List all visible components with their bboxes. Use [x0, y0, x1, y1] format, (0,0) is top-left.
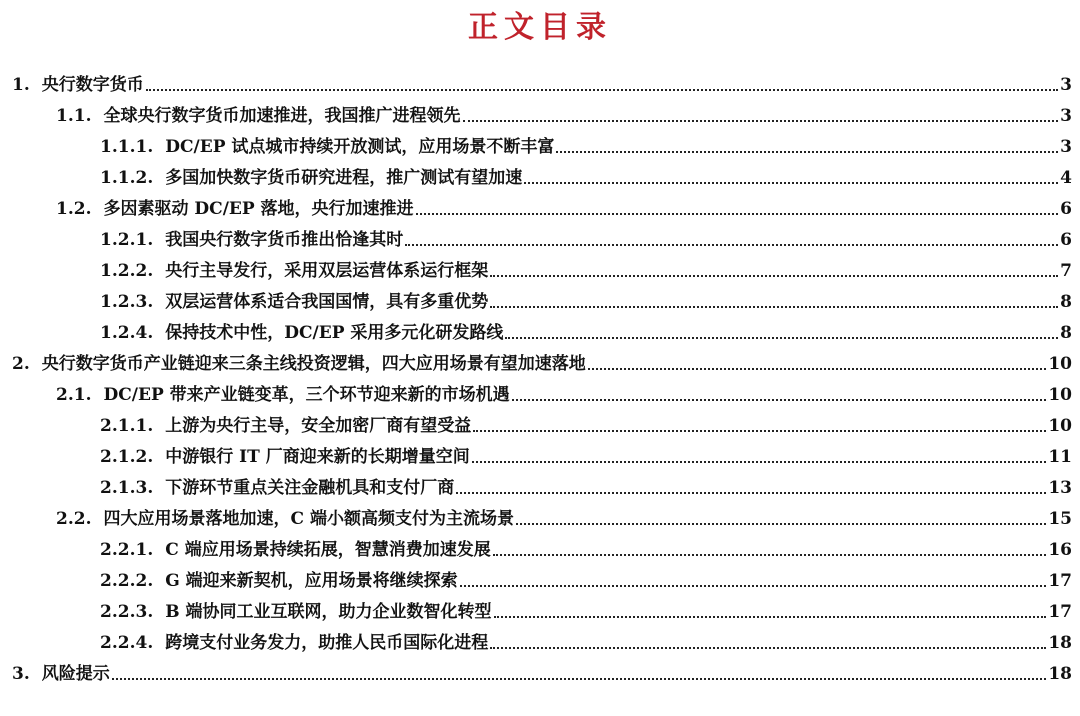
- toc-leader-dots: [405, 244, 1058, 246]
- toc-entry-page: 8: [1060, 292, 1072, 312]
- toc-entry-number: 1.1.: [56, 106, 92, 126]
- toc-entry-number: 1.2.1.: [100, 230, 154, 250]
- toc-entry-number: 3.: [12, 664, 30, 684]
- toc-entry-number: 2.2.2.: [100, 571, 154, 591]
- toc-title: 正文目录: [468, 10, 612, 45]
- toc-leader-dots: [512, 399, 1047, 401]
- toc-entry-text: 上游为央行主导，安全加密厂商有望受益: [165, 416, 472, 436]
- toc-entry[interactable]: [0, 624, 1072, 654]
- toc-leader-dots: [505, 337, 1058, 339]
- toc-entry-number: 1.2.: [56, 199, 92, 219]
- toc-entry-number: 2.2.3.: [100, 602, 154, 622]
- toc-entry-number: 1.1.2.: [100, 168, 154, 188]
- toc-entry[interactable]: [0, 438, 1072, 468]
- toc-entry-number: 1.2.3.: [100, 292, 154, 312]
- toc-entry-text: 央行主导发行，采用双层运营体系运行框架: [165, 261, 489, 281]
- toc-entry-page: 3: [1060, 106, 1072, 126]
- toc-entry-page: 18: [1048, 664, 1072, 684]
- toc-leader-dots: [112, 678, 1047, 680]
- toc-entry[interactable]: [0, 655, 1072, 685]
- toc-entry-page: 17: [1048, 602, 1072, 622]
- toc-entry-text: 我国央行数字货币推出恰逢其时: [165, 230, 404, 250]
- toc-entry-text: 跨境支付业务发力，助推人民币国际化进程: [165, 633, 489, 653]
- toc-entry-number: 1.: [12, 75, 30, 95]
- toc-leader-dots: [556, 151, 1058, 153]
- toc-entry-page: 4: [1060, 168, 1072, 188]
- toc-entry-page: 8: [1060, 323, 1072, 343]
- toc-entry-number: 2.1.3.: [100, 478, 154, 498]
- toc-entry-text: 保持技术中性，DC/EP 采用多元化研发路线: [165, 323, 504, 343]
- toc-entry-page: 6: [1060, 230, 1072, 250]
- toc-entry-page: 3: [1060, 137, 1072, 157]
- toc-leader-dots: [472, 461, 1047, 463]
- toc-entry-number: 1.2.4.: [100, 323, 154, 343]
- toc-entry-page: 13: [1048, 478, 1072, 498]
- toc-entry-page: 6: [1060, 199, 1072, 219]
- toc-entry-page: 15: [1048, 509, 1072, 529]
- toc-leader-dots: [460, 585, 1047, 587]
- toc-entry-text: 央行数字货币: [41, 75, 144, 95]
- toc-entry-page: 18: [1048, 633, 1072, 653]
- toc-entry-text: 央行数字货币产业链迎来三条主线投资逻辑，四大应用场景有望加速落地: [41, 354, 586, 374]
- toc-entry-text: 风险提示: [41, 664, 110, 684]
- toc-entry-text: 全球央行数字货币加速推进，我国推广进程领先: [103, 106, 461, 126]
- toc-leader-dots: [146, 89, 1058, 91]
- toc-entry[interactable]: [0, 345, 1072, 375]
- toc-entry-page: 10: [1048, 385, 1072, 405]
- toc-leader-dots: [463, 120, 1059, 122]
- toc-entry-text: 双层运营体系适合我国国情，具有多重优势: [165, 292, 489, 312]
- toc-entry[interactable]: [0, 66, 1072, 96]
- toc-entry-text: 中游银行 IT 厂商迎来新的长期增量空间: [165, 447, 470, 467]
- toc-leader-dots: [588, 368, 1047, 370]
- toc-entry-text: C 端应用场景持续拓展，智慧消费加速发展: [165, 540, 491, 560]
- toc-entry-page: 17: [1048, 571, 1072, 591]
- toc-entry[interactable]: [0, 159, 1072, 189]
- toc-entry-page: 3: [1060, 75, 1072, 95]
- toc-entry[interactable]: [0, 593, 1072, 623]
- toc-leader-dots: [516, 523, 1046, 525]
- toc-entry[interactable]: [0, 500, 1072, 530]
- toc-leader-dots: [490, 275, 1058, 277]
- toc-entry[interactable]: [0, 469, 1072, 499]
- toc-entry-page: 11: [1048, 447, 1072, 467]
- toc-entry-page: 7: [1060, 261, 1072, 281]
- toc-entry[interactable]: [0, 221, 1072, 251]
- toc-entry[interactable]: [0, 531, 1072, 561]
- toc-leader-dots: [493, 554, 1047, 556]
- toc-entry[interactable]: [0, 562, 1072, 592]
- toc-leader-dots: [416, 213, 1059, 215]
- toc-entry-text: B 端协同工业互联网，助力企业数智化转型: [165, 602, 492, 622]
- toc-entry-number: 2.2.1.: [100, 540, 154, 560]
- toc-entry-number: 2.2.: [56, 509, 92, 529]
- toc-entry-number: 2.1.2.: [100, 447, 154, 467]
- toc-entry-page: 10: [1048, 416, 1072, 436]
- toc-leader-dots: [524, 182, 1058, 184]
- toc-entry[interactable]: [0, 252, 1072, 282]
- toc-entry-page: 10: [1048, 354, 1072, 374]
- toc-entry[interactable]: [0, 376, 1072, 406]
- toc-entry-page: 16: [1048, 540, 1072, 560]
- toc-entry-text: DC/EP 试点城市持续开放测试，应用场景不断丰富: [165, 137, 555, 157]
- toc-entry-text: DC/EP 带来产业链变革，三个环节迎来新的市场机遇: [103, 385, 510, 405]
- toc-entry[interactable]: [0, 314, 1072, 344]
- toc-entry[interactable]: [0, 128, 1072, 158]
- toc-entry-text: 下游环节重点关注金融机具和支付厂商: [165, 478, 455, 498]
- toc-entry-text: G 端迎来新契机，应用场景将继续探索: [165, 571, 458, 591]
- toc-entry-text: 多因素驱动 DC/EP 落地，央行加速推进: [103, 199, 414, 219]
- toc-entry[interactable]: [0, 97, 1072, 127]
- toc-entry-number: 2.1.1.: [100, 416, 154, 436]
- toc-entry-number: 1.2.2.: [100, 261, 154, 281]
- toc-entry-number: 2.1.: [56, 385, 92, 405]
- toc-leader-dots: [494, 616, 1047, 618]
- toc-leader-dots: [490, 306, 1058, 308]
- toc-entry-number: 1.1.1.: [100, 137, 154, 157]
- toc-leader-dots: [473, 430, 1046, 432]
- toc-entry[interactable]: [0, 407, 1072, 437]
- toc-entry-number: 2.2.4.: [100, 633, 154, 653]
- toc-entry-text: 四大应用场景落地加速，C 端小额高频支付为主流场景: [103, 509, 514, 529]
- toc-entry[interactable]: [0, 190, 1072, 220]
- toc-entry-number: 2.: [12, 354, 30, 374]
- toc-entry-text: 多国加快数字货币研究进程，推广测试有望加速: [165, 168, 523, 188]
- toc-entry[interactable]: [0, 283, 1072, 313]
- toc-leader-dots: [456, 492, 1046, 494]
- toc-leader-dots: [490, 647, 1046, 649]
